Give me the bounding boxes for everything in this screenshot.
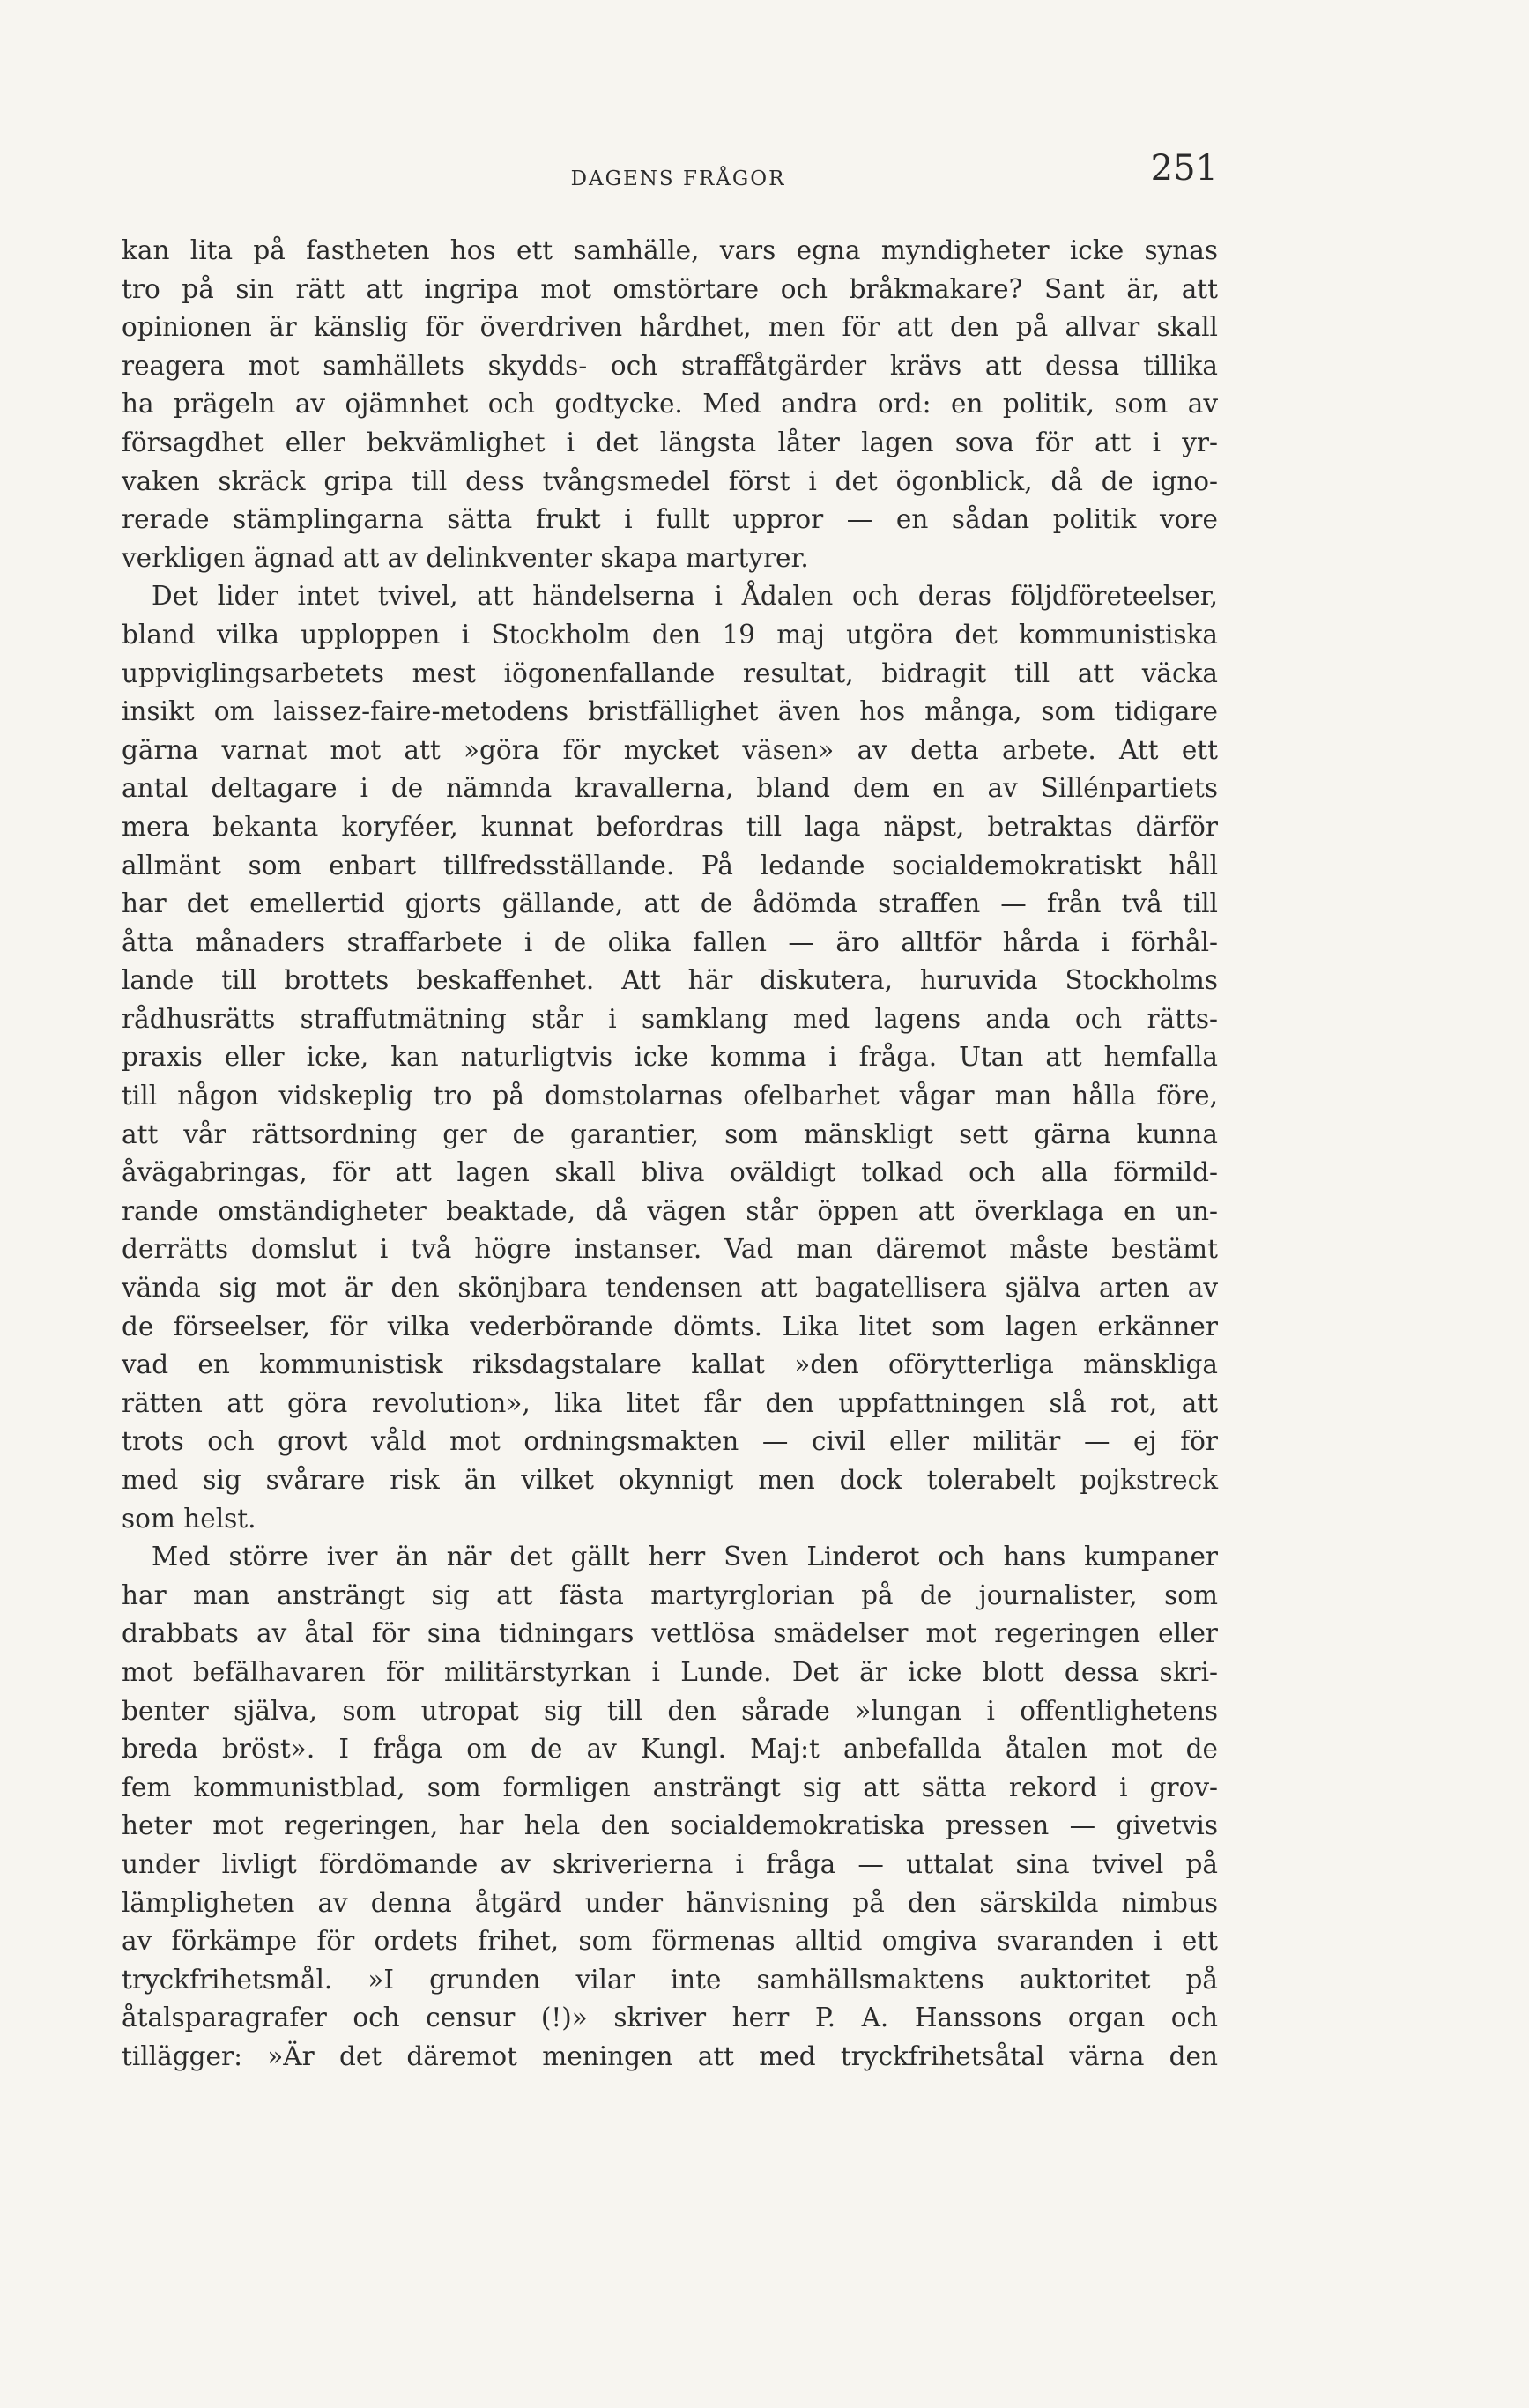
text-line: Det lider intet tvivel, att händelserna i Ådalen och deras följdföreteelser, [152,581,1218,612]
text-line: mera bekanta koryféer, kunnat befordras till laga näpst, betraktas därför [122,811,1218,842]
text-line: lande till brottets beskaffenhet. Att här diskutera, huruvida Stockholms [122,965,1218,996]
text-line: vad en kommunistisk riksdagstalare kallat »den oförytterliga mänskliga [122,1349,1218,1380]
text-line: antal deltagare i de nämnda kravallerna, bland dem en av Sillénpartiets [122,773,1218,804]
text-line: till någon vidskeplig tro på domstolarnas ofelbarhet vågar man hålla före, [122,1081,1218,1111]
text-line: Med större iver än när det gällt herr Sven Linderot och hans kumpaner [152,1542,1218,1572]
text-line: allmänt som enbart tillfredsställande. På ledande socialdemokratiskt håll [122,850,1218,881]
text-line: insikt om laissez-faire-metodens bristfällighet även hos många, som tidigare [122,696,1218,727]
text-line: vända sig mot är den skönjbara tendensen att bagatellisera själva arten av [122,1273,1218,1304]
text-line: gärna varnat mot att »göra för mycket väsen» av detta arbete. Att ett [122,734,1218,765]
text-line: rätten att göra revolution», lika litet får den uppfattningen slå rot, att [122,1387,1218,1418]
page-number: 251 [1150,148,1218,189]
text-line: åvägabringas, för att lagen skall bliva oväldigt tolkad och alla förmild- [122,1157,1218,1188]
text-line: av förkämpe för ordets frihet, som förmenas alltid omgiva svaranden i ett [122,1926,1218,1957]
body-text [122,232,1218,2077]
text-line: försagdhet eller bekvämlighet i det längsta låter lagen sova för att i yr- [122,427,1218,457]
text-line: rerade stämplingarna sätta frukt i fullt uppror — en sådan politik vore [122,504,1218,535]
text-line: praxis eller icke, kan naturligtvis icke komma i fråga. Utan att hemfalla [122,1042,1218,1073]
text-line: breda bröst». I fråga om de av Kungl. Maj:t anbefallda åtalen mot de [122,1734,1218,1765]
text-line: tillägger: »Är det däremot meningen att med tryckfrihetsåtal värna den [122,2040,1218,2071]
text-line: åtta månaders straffarbete i de olika fallen — äro alltför hårda i förhål- [122,926,1218,957]
text-line: fem kommunistblad, som formligen ansträngt sig att sätta rekord i grov- [122,1772,1218,1802]
text-line: verkligen ägnad att av delinkventer skapa martyrer. [122,542,809,573]
text-line: ha prägeln av ojämnhet och godtycke. Med andra ord: en politik, som av [122,389,1218,420]
text-line: tryckfrihetsmål. »I grunden vilar inte samhällsmaktens auktoritet på [122,1964,1218,1995]
text-line: rådhusrätts straffutmätning står i samklang med lagens anda och rätts- [122,1003,1218,1034]
text-line: derrätts domslut i två högre instanser. Vad man däremot måste bestämt [122,1234,1218,1265]
text-line: åtalsparagrafer och censur (!)» skriver herr P. A. Hanssons organ och [122,2003,1218,2033]
text-line: reagera mot samhällets skydds- och straffåtgärder krävs att dessa tillika [122,350,1218,381]
text-line: tro på sin rätt att ingripa mot omstörtare och bråkmakare? Sant är, att [122,273,1218,304]
text-line: de förseelser, för vilka vederbörande dömts. Lika litet som lagen erkänner [122,1311,1218,1341]
text-line: opinionen är känslig för överdriven hårdhet, men för att den på allvar skall [122,312,1218,343]
text-line: bland vilka upploppen i Stockholm den 19 maj utgöra det kommunistiska [122,619,1218,650]
text-line: kan lita på fastheten hos ett samhälle, vars egna myndigheter icke synas [122,235,1218,265]
page-header [138,148,1218,201]
text-line: har det emellertid gjorts gällande, att de ådömda straffen — från två till [122,888,1218,919]
text-line: att vår rättsordning ger de garantier, som mänskligt sett gärna kunna [122,1119,1218,1149]
text-line: mot befälhavaren för militärstyrkan i Lunde. Det är icke blott dessa skri- [122,1656,1218,1687]
text-line: som helst. [122,1503,256,1534]
text-line: vaken skräck gripa till dess tvångsmedel först i det ögonblick, då de igno- [122,465,1218,496]
text-line: rande omständigheter beaktade, då vägen står öppen att överklaga en un- [122,1195,1218,1226]
text-line: benter själva, som utropat sig till den sårade »lungan i offentlighetens [122,1695,1218,1726]
text-line: har man ansträngt sig att fästa martyrglorian på de journalister, som [122,1579,1218,1610]
text-line: uppviglingsarbetets mest iögonenfallande resultat, bidragit till att väcka [122,658,1218,688]
text-line: lämpligheten av denna åtgärd under hänvisning på den särskilda nimbus [122,1887,1218,1918]
text-line: under livligt fördömande av skriverierna i fråga — uttalat sina tvivel på [122,1848,1218,1879]
text-line: trots och grovt våld mot ordningsmakten — civil eller militär — ej för [122,1426,1218,1457]
text-line: heter mot regeringen, har hela den socialdemokratiska pressen — givetvis [122,1810,1218,1841]
text-line: med sig svårare risk än vilket okynnigt men dock tolerabelt pojkstreck [122,1465,1218,1495]
text-line: drabbats av åtal för sina tidningars vettlösa smädelser mot regeringen eller [122,1618,1218,1649]
running-title: DAGENS FRÅGOR [570,167,786,190]
